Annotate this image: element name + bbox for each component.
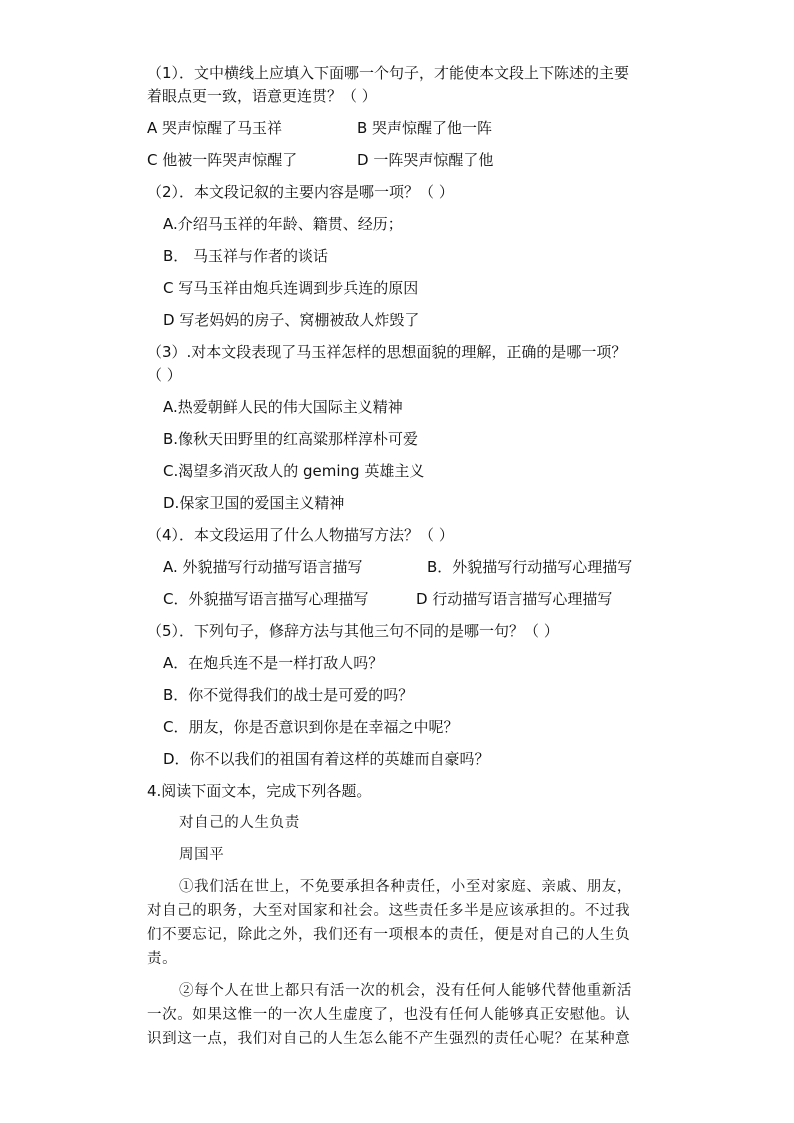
q4-option-d: D 行动描写语言描写心理描写	[416, 590, 613, 608]
q2-option-c: C 写马玉祥由炮兵连调到步兵连的原因	[163, 279, 419, 297]
q5-option-d: D．你不以我们的祖国有着这样的英雄而自豪吗？	[163, 750, 490, 768]
paragraph-2-line-3: 识到这一点，我们对自己的人生怎么能不产生强烈的责任心呢？在某种意	[147, 1031, 631, 1047]
q3-stem-line1: （3）.对本文段表现了马玉祥怎样的思想面貌的理解，正确的是哪一项？	[147, 343, 627, 361]
passage-title: 对自己的人生负责	[179, 815, 300, 831]
q1-option-d: D 一阵哭声惊醒了他	[357, 151, 494, 169]
paragraph-1-line-1: ①我们活在世上，不免要承担各种责任，小至对家庭、亲戚、朋友，	[179, 879, 632, 895]
section4-instruction: 4.阅读下面文本，完成下列各题。	[147, 782, 372, 800]
passage-author: 周国平	[179, 847, 225, 863]
q2-option-a: A.介绍马玉祥的年龄、籍贯、经历；	[163, 215, 403, 233]
q3-option-b: B.像秋天田野里的红高粱那样淳朴可爱	[163, 430, 419, 448]
q5-option-a: A．在炮兵连不是一样打敌人吗？	[163, 654, 384, 672]
q4-stem: （4）．本文段运用了什么人物描写方法？（ ）	[147, 526, 454, 544]
paragraph-2-line-1: ②每个人在世上都只有活一次的机会，没有任何人能够代替他重新活	[179, 983, 632, 999]
q4-option-b: B．外貌描写行动描写心理描写	[427, 558, 633, 576]
q2-stem: （2）．本文段记叙的主要内容是哪一项？（ ）	[147, 183, 454, 201]
paragraph-1-line-4: 责。	[147, 951, 178, 967]
q1-stem-line1: （1）．文中横线上应填入下面哪一个句子，才能使本文段上下陈述的主要	[147, 64, 630, 82]
q3-option-c: C.渴望多消灭敌人的 geming 英雄主义	[163, 462, 425, 480]
q5-option-b: B．你不觉得我们的战士是可爱的吗？	[163, 686, 414, 704]
paragraph-2-line-2: 一次。如果这惟一的一次人生虚度了，也没有任何人能够真正安慰他。认	[147, 1007, 631, 1023]
q3-option-a: A.热爱朝鲜人民的伟大国际主义精神	[163, 398, 403, 416]
q5-option-c: C．朋友，你是否意识到你是在幸福之中呢？	[163, 718, 459, 736]
q5-stem: （5）．下列句子，修辞方法与其他三句不同的是哪一句？（ ）	[147, 622, 559, 640]
q1-option-c: C 他被一阵哭声惊醒了	[147, 151, 298, 169]
q3-stem-line2: （ ）	[147, 366, 182, 384]
q1-option-b: B 哭声惊醒了他一阵	[357, 119, 493, 137]
q4-option-a: A. 外貌描写行动描写语言描写	[163, 558, 363, 576]
q3-option-d: D.保家卫国的爱国主义精神	[163, 494, 345, 512]
paragraph-1-line-2: 对自己的职务，大至对国家和社会。这些责任多半是应该承担的。不过我	[147, 903, 631, 919]
paragraph-1-line-3: 们不要忘记，除此之外，我们还有一项根本的责任，便是对自己的人生负	[147, 927, 631, 943]
q1-stem-line2: 着眼点更一致，语意更连贯？（ ）	[147, 87, 377, 105]
q4-option-c: C．外貌描写语言描写心理描写	[163, 590, 369, 608]
q2-option-b: B． 马玉祥与作者的谈话	[163, 247, 329, 265]
q2-option-d: D 写老妈妈的房子、窝棚被敌人炸毁了	[163, 311, 420, 329]
q1-option-a: A 哭声惊醒了马玉祥	[147, 119, 283, 137]
